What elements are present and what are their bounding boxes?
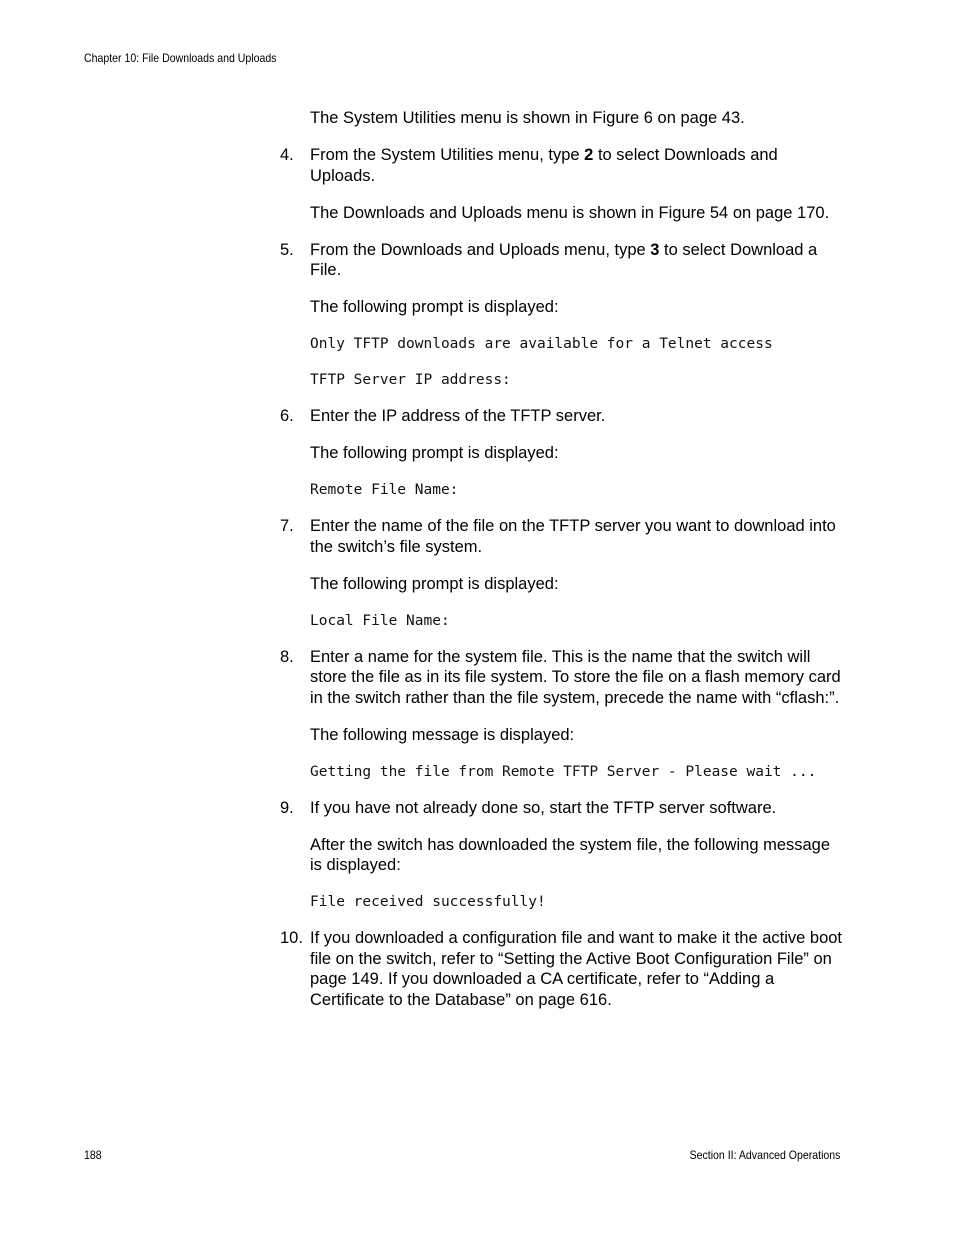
step-number: 4. (280, 146, 294, 164)
step-8-note: The following message is displayed: (310, 725, 575, 744)
step-number: 6. (280, 407, 294, 425)
code-telnet-access: Only TFTP downloads are available for a Telnet access (310, 336, 773, 352)
step-number: 7. (280, 517, 294, 535)
step-number: 8. (280, 647, 294, 666)
step-text: Enter the IP address of the TFTP server. (310, 407, 606, 425)
step-9-note: After the switch has downloaded the system file, the following message is displayed: (310, 835, 831, 874)
page-number: 188 (84, 1148, 102, 1162)
step-text: If you have not already done so, start the TFTP server software. (310, 798, 777, 817)
step-number: 10. (280, 929, 303, 947)
step-number: 9. (280, 798, 294, 817)
step-8 (280, 647, 845, 709)
step-number: 5. (280, 240, 294, 259)
code-file-received: File received successfully! (310, 894, 546, 910)
step-5-note: The following prompt is displayed: (310, 298, 559, 316)
step-text: to select Downloads and Uploads. (310, 146, 778, 185)
step-4 (280, 145, 845, 186)
step-text: Enter the name of the file on the TFTP server you want to download into the switch’s file system. (310, 517, 836, 556)
step-5 (280, 240, 845, 281)
step-7-note: The following prompt is displayed: (310, 574, 559, 593)
code-getting-file: Getting the file from Remote TFTP Server - Please wait ... (310, 763, 817, 780)
running-header: Chapter 10: File Downloads and Uploads (84, 51, 277, 65)
step-key: 3 (650, 240, 660, 259)
step-10 (280, 928, 845, 1010)
step-key: 2 (584, 146, 594, 164)
step-7 (280, 516, 845, 557)
intro-paragraph: The System Utilities menu is shown in Figure 6 on page 43. (310, 109, 745, 127)
step-6-note: The following prompt is displayed: (310, 444, 559, 462)
step-text: From the System Utilities menu, type (310, 146, 585, 164)
step-text: to select Download a File. (310, 240, 818, 279)
step-4-note: The Downloads and Uploads menu is shown in Figure 54 on page 170. (310, 203, 830, 222)
code-remote-file-name: Remote File Name: (310, 482, 459, 498)
step-6 (280, 406, 845, 427)
step-text: If you downloaded a configuration file and want to make it the active boot file on the switch, refer to “Setting the Active Boot Configuration File” on page 149. If you downloaded a CA certificate, refer to “Adding a Certificate to the Database” on page 616. (310, 929, 843, 1009)
page-body (280, 108, 845, 1027)
code-tftp-server-ip: TFTP Server IP address: (310, 372, 511, 388)
step-text: Enter a name for the system file. This is the name that the switch will store the file as in its file system. To store the file on a flash memory card in the switch rather than the file system, precede the name with “cflash:”. (310, 647, 841, 707)
step-9 (280, 798, 845, 819)
section-footer: Section II: Advanced Operations (689, 1148, 840, 1162)
step-text: From the Downloads and Uploads menu, type (310, 240, 651, 259)
code-local-file-name: Local File Name: (310, 612, 450, 629)
